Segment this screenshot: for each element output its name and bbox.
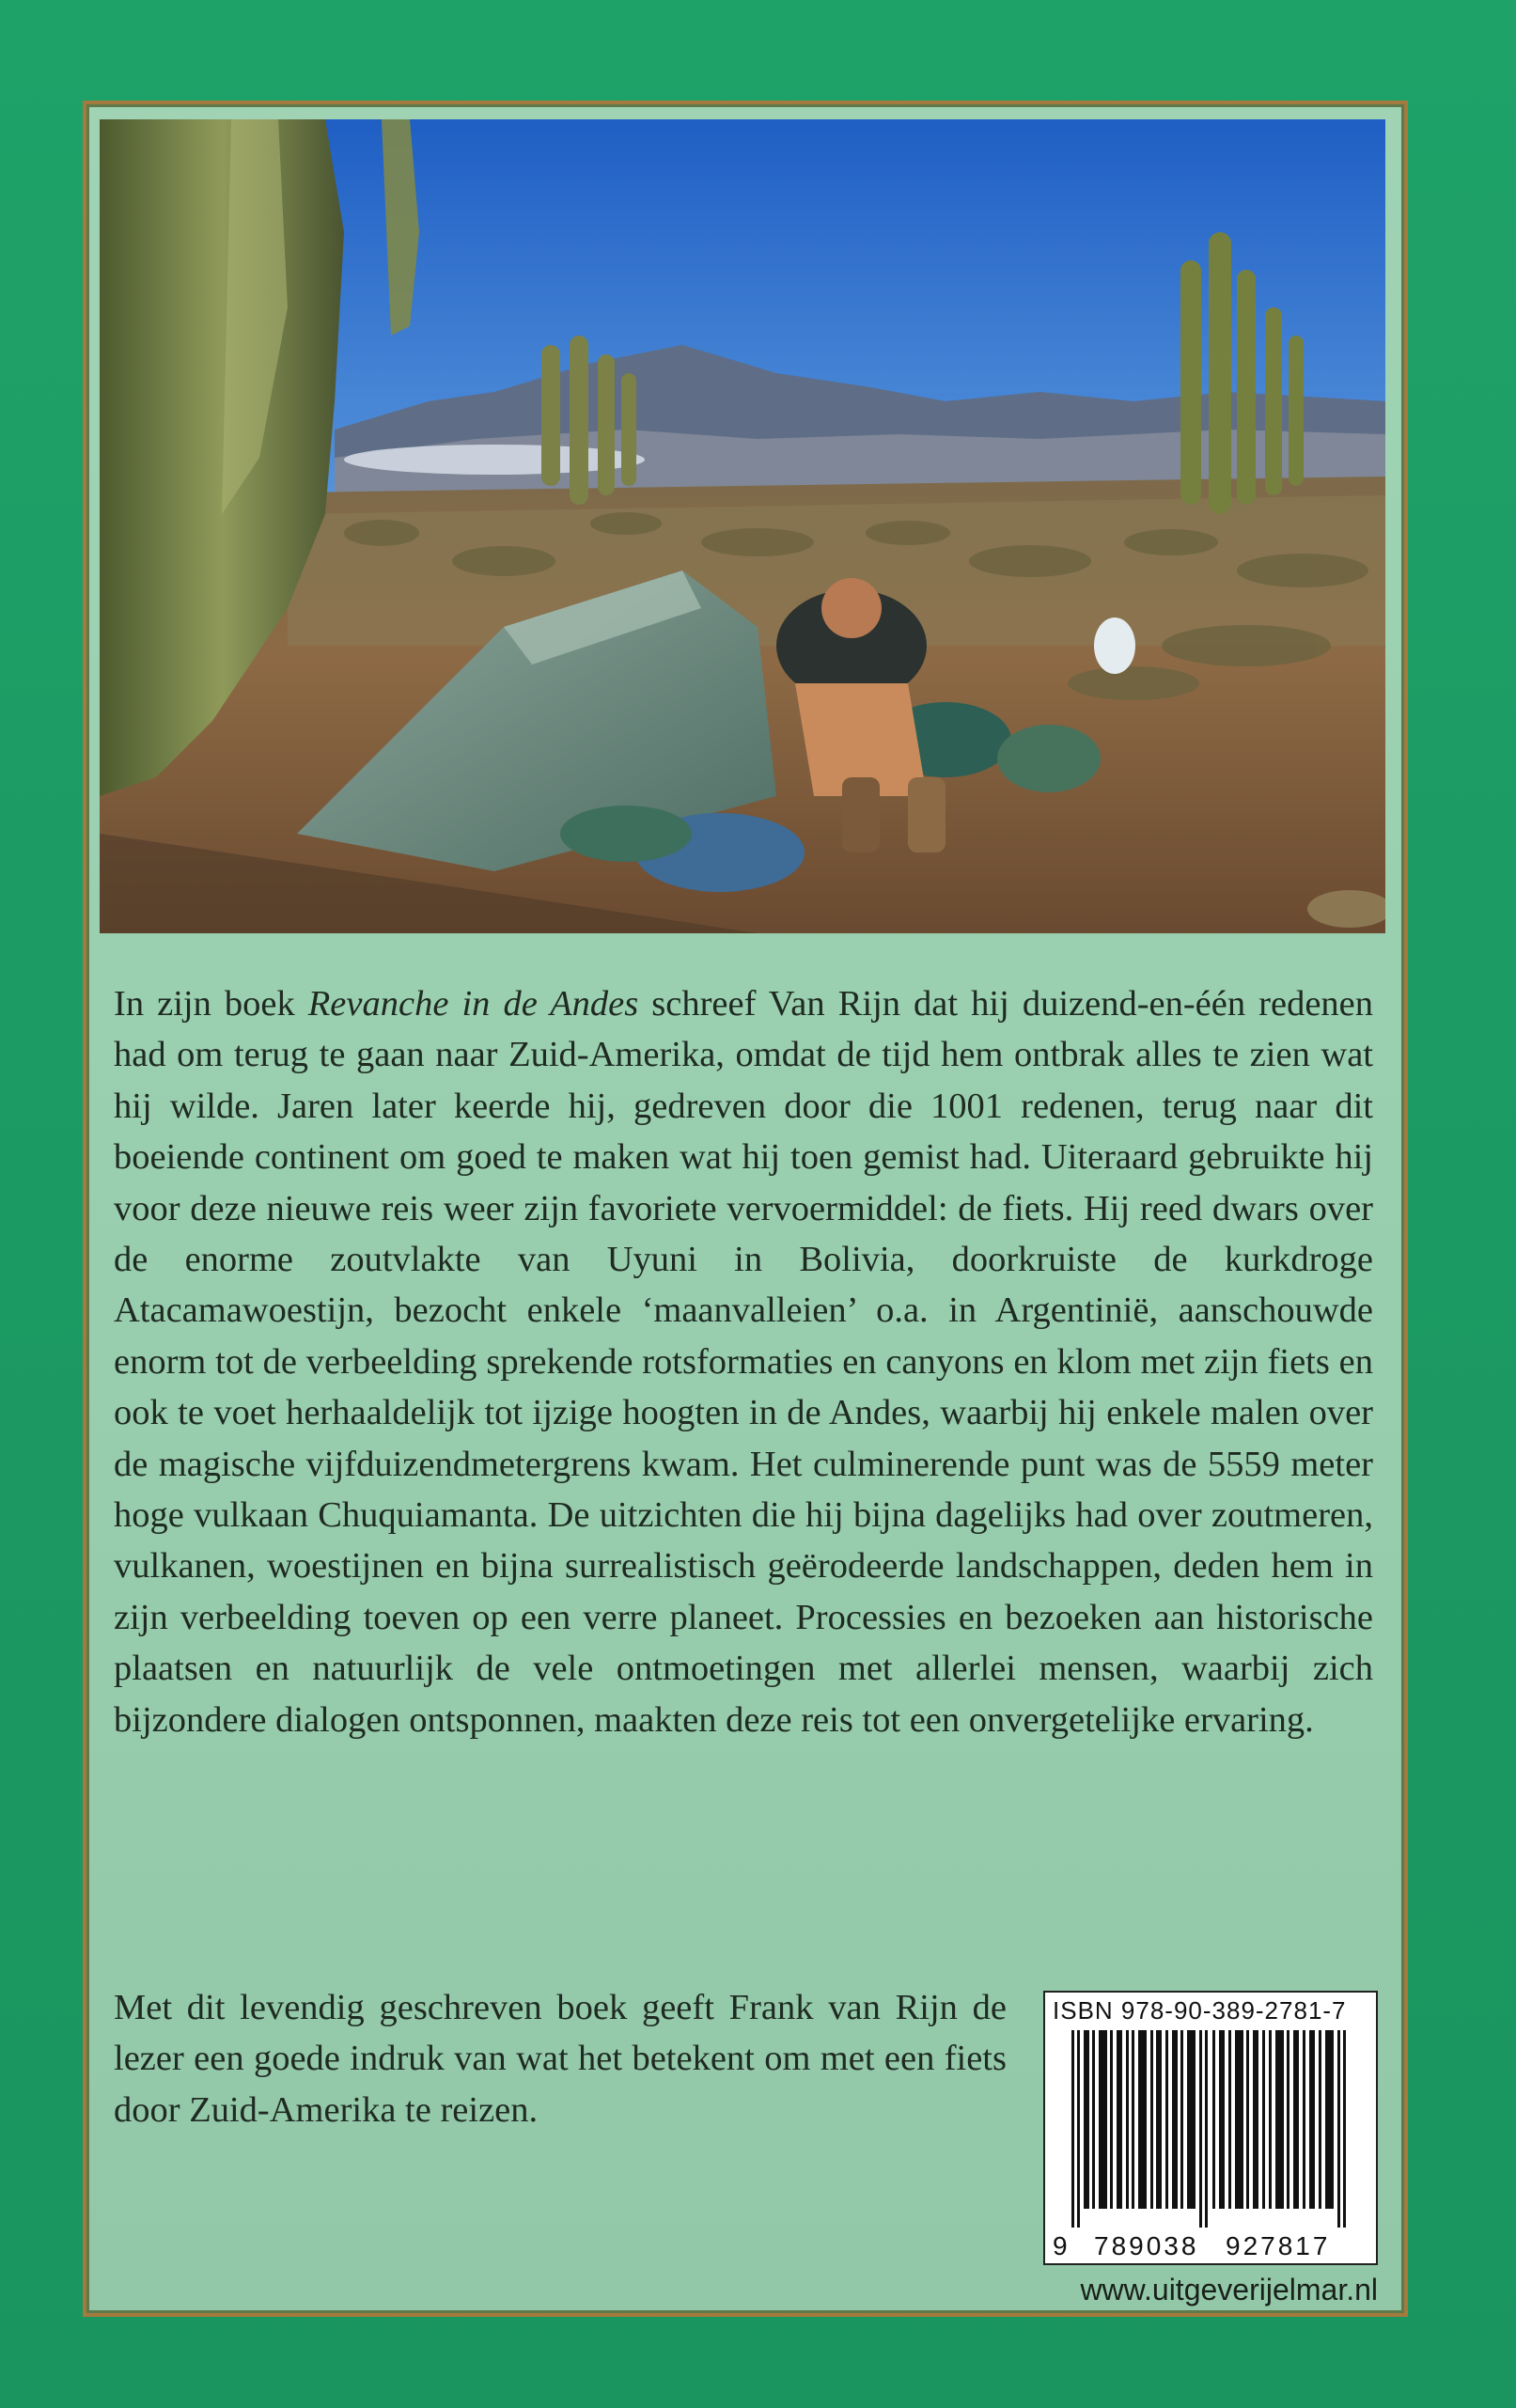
barcode-bars [1060,2030,1365,2228]
isbn-label: ISBN 978-90-389-2781-7 [1053,1996,1347,2025]
closing-text: Met dit levendig geschreven boek geeft Frank van Rijn de lezer een goede indruk van wat het betekent om met een fiets door Zuid-Amerika te reizen. [114,1988,1007,2130]
cover-photo [100,119,1385,933]
book-title: Revanche in de Andes [307,984,639,1024]
blurb-body: schreef Van Rijn dat hij duizend-en-één redenen had om terug te gaan naar Zuid-Amerika, omdat de tijd hem ontbrak alles te zien wat hij wilde. Jaren later keerde hij, gedreven door die 1001 redenen, terug naar dit boeiende continent om goed te maken wat hij toen gemist had. Uiteraard gebruikte hij voor deze nieuwe reis weer zijn favoriete vervoermiddel: de fiets. Hij reed dwars over de enorme zoutvlakte van Uyuni in Bolivia, doorkruiste de kurkdroge Atacamawoestijn, bezocht enkele ‘maanvalleien’ o.a. in Argentinië, aanschouwde enorm tot de verbeelding sprekende rotsformaties en canyons en klom met zijn fiets en ook te voet herhaaldelijk tot ijzige hoogten in de Andes, waarbij hij enkele malen over de magische vijfduizendmetergrens kwam. Het culminerende punt was de 5559 meter hoge vulkaan Chuquiamanta. De uitzichten die hij bijna dagelijks had over zoutmeren, vulkanen, woestijnen en bijna surrealistisch geërodeerde landschappen, deden hem in zijn verbeelding toeven op een verre planeet. Processies en bezoeken aan historische plaatsen en natuurlijk de vele ontmoetingen met allerlei mensen, waarbij zich bijzondere dialogen ontsponnen, maakten deze reis tot een onvergetelijke ervaring. [114,984,1373,1740]
blurb-intro: In zijn boek [114,984,308,1024]
ean-first-digit: 9 [1053,2231,1068,2260]
publisher-website[interactable]: www.uitgeverijelmar.nl [1080,2273,1378,2306]
ean-right-group: 927817 [1226,2231,1331,2260]
photo-illustration [100,119,1385,933]
blurb-text [114,978,1373,1745]
isbn-barcode [1043,1991,1378,2265]
ean-left-group: 789038 [1094,2231,1199,2260]
